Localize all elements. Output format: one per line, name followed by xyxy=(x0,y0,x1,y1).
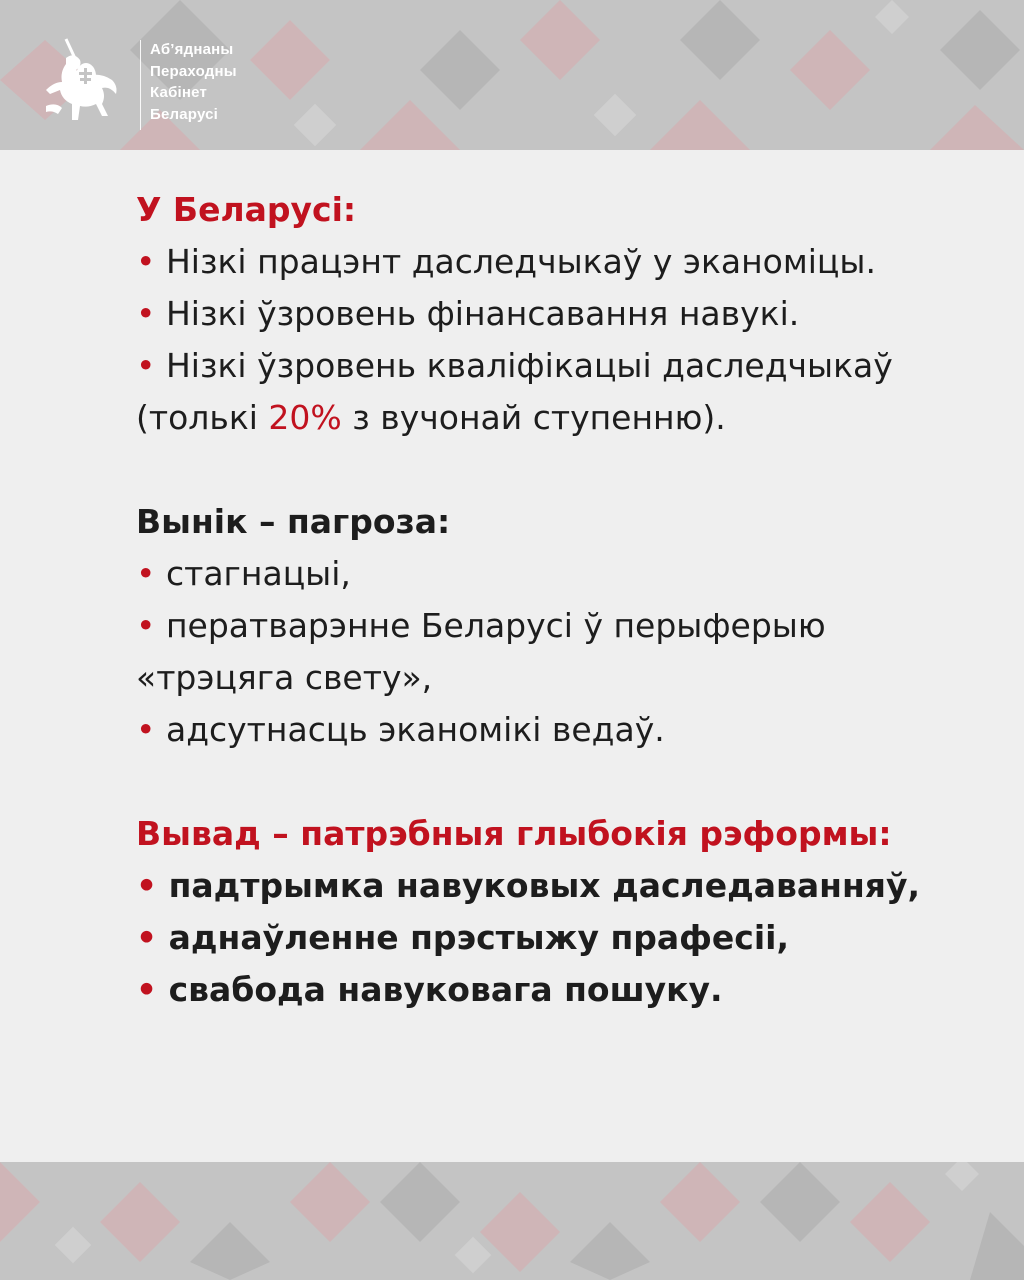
list-item xyxy=(136,600,936,704)
list-item-text: падтрымка навуковых даследаванняў, xyxy=(168,866,921,905)
list-item-text: свабода навуковага пошуку. xyxy=(168,970,723,1009)
section-conclusion xyxy=(136,808,936,1016)
section-situation xyxy=(136,184,936,444)
section-situation-heading: У Беларусі: xyxy=(136,190,357,229)
ornament-pattern-bottom xyxy=(0,1162,1024,1280)
bullet: • xyxy=(136,918,158,957)
list-item-text: адсутнасць эканомікі ведаў. xyxy=(165,710,665,749)
main-text xyxy=(136,184,936,1016)
list-item-text: Нізкі ўзровень кваліфікацыі даследчыкаў (толькі xyxy=(136,346,893,437)
highlight-percentage: 20% xyxy=(268,398,342,437)
section-threat-heading: Вынік – пагроза: xyxy=(136,502,451,541)
list-item xyxy=(136,860,936,912)
ornament-footer-band xyxy=(0,1162,1024,1280)
list-item xyxy=(136,964,936,1016)
list-item-text: ператварэнне Беларусі ў перыферыю «трэцяга свету», xyxy=(136,606,826,697)
org-name-line-2: Пераходны xyxy=(150,62,237,80)
list-item-text: аднаўленне прэстыжу прафесіі, xyxy=(168,918,790,957)
list-item xyxy=(136,704,936,756)
bullet: • xyxy=(136,866,158,905)
bullet: • xyxy=(136,606,156,645)
ornament-header-band xyxy=(0,0,1024,150)
org-name-line-3: Кабінет xyxy=(150,84,208,101)
bullet: • xyxy=(136,294,156,333)
org-name-line-4: Беларусі xyxy=(150,105,219,123)
bullet: • xyxy=(136,242,156,281)
list-item xyxy=(136,340,936,444)
list-item-text: Нізкі ўзровень фінансавання навукі. xyxy=(165,294,800,333)
list-item xyxy=(136,548,936,600)
bullet: • xyxy=(136,970,158,1009)
list-item xyxy=(136,288,936,340)
org-name-line-1: Аб’яднаны xyxy=(150,41,234,58)
bullet: • xyxy=(136,346,156,385)
list-item-text: Нізкі працэнт даследчыкаў у эканоміцы. xyxy=(165,242,876,281)
list-item-text: стагнацыі, xyxy=(165,554,351,593)
list-item-text-end: з вучонай ступенню). xyxy=(341,398,726,437)
list-item xyxy=(136,236,936,288)
bullet: • xyxy=(136,710,156,749)
organization-logo xyxy=(40,36,237,132)
bullet: • xyxy=(136,554,156,593)
pahonia-knight-icon xyxy=(40,36,130,132)
list-item xyxy=(136,912,936,964)
organization-name xyxy=(150,39,237,125)
logo-divider xyxy=(140,40,141,130)
section-threat xyxy=(136,496,936,756)
section-conclusion-heading: Вывад – патрэбныя глыбокія рэформы: xyxy=(136,814,892,853)
